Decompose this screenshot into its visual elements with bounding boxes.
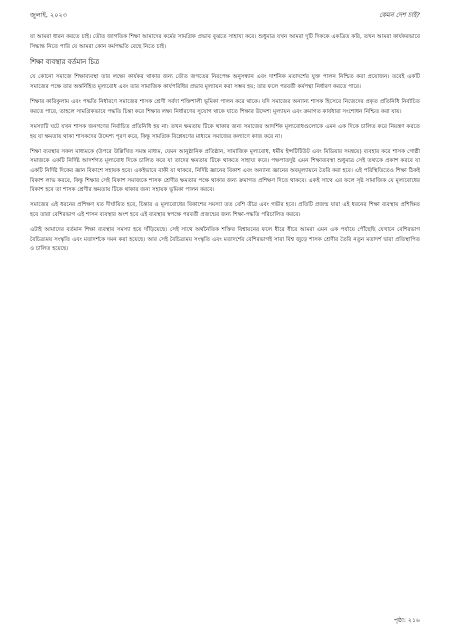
page-number: পৃষ্ঠা: ২১৬	[393, 617, 420, 624]
paragraph-5: শিক্ষা ব্যবস্থার সকল মাধ্যমকে (উপরে উল্লিখিত সমস্ত মাধ্যম, যেমন আনুষ্ঠানিক প্রতিষ্ঠান, সামাজিক মূল্যবোধ, ধর্মীয় ইন্সটিটিউট এবং মিডিয়ার সমন্বয়ে) ব্যবহার করে শাসক গোষ্ঠী সমাজকে একটি নির্দিষ্ট আদর্শগত মূল্যবোধ দিকে চালিত করে যা তাদের ক্ষমতায় টিকে থাকতে সাহায্য করে। পক্ষপাতদুষ্ট এমন শিক্ষাব্যবস্থা শুধুমাত্র সেই তথ্যকে প্রকাশ করবে যা একটি নির্দিষ্ট দিকের জ্ঞান বিকাশে সহায়ক হবে। একইভাবে বাকী যা থাকবে, নির্দিষ্ট জ্ঞানের বিকাশ এবং অন্যান্য জ্ঞানের অবমূল্যায়নে তৈরি করা হবে। এই পরিস্থিতিতেও শিক্ষা ঠিকই বিকাশ লাভ করবে, কিন্তু শিক্ষার সেই বিকাশ সমাজকে শাসক শ্রেণীর ক্ষমতার পক্ষে থাকার জন্য ক্রমাগত প্রশিক্ষণ দিতে থাকবে। একই সাথে এর ফলে সৃষ্ট সামাজিক যে মূল্যবোধের বিকাশ হবে তা শাসক শ্রেণীর ক্ষমতায় টিকে থাকার জন্য সহায়ক ভূমিকা পালন করবে।	[30, 148, 420, 194]
paragraph-7: এটাই আমাদের বর্তমান শিক্ষা ব্যবস্থার সমস্যা হয়ে দাঁড়িয়েছে। সেই সাথে অর্থনৈতিক শক্তির বিশ্বায়নের ফলে ধীরে ধীরে আমরা এমন এক পর্যায়ে পৌঁছেছি যেখানে বেশিরভাগ বৈচিত্র্যময় সংস্কৃতি এবং মতাদর্শকে দমন করা হয়েছে। আর সেই বৈচিত্র্যময় সংস্কৃতি এবং মতাদর্শের বেশিরভাগই সারা বিশ্ব জুড়ে শাসক শ্রেণীর তৈরি নতুন মতাদর্শ দ্বারা প্রতিস্থাপিত ও চালিত হয়েছে।	[30, 227, 420, 253]
paragraph-6: সমাজের এই ধরনের প্রশিক্ষণ যত দীর্ঘায়িত হবে, চিন্তার ও মূল্যবোধের বিকাশের সমস্যা তত বেশি তীব্র এবং গভীর হবে। প্রতিটি প্রজন্ম যারা এই ধরনের শিক্ষা ব্যবস্থায় প্রশিক্ষিত হবে তারা বেশিরভাগ এই শাসন ব্যবস্থার অংশ হবে এই ব্যবস্থার স্বপক্ষে পরবর্তী প্রজন্মের জন্য শিক্ষা-পদ্ধতি পরিচালিত করবে।	[30, 202, 420, 218]
header-date: জুলাই, ২০২৩	[30, 11, 67, 19]
section-heading: শিক্ষা ব্যবস্থার বর্তমান চিত্র	[30, 57, 99, 66]
paragraph-3: শিক্ষার কারিকুলাম এবং পদ্ধতি নির্ধারণে সমাজের শাসক শ্রেণী সর্বদা শক্তিশালী ভূমিকা পালন করে থাকে। যদি সমাজের অন্যান্য শাসক হিসেবে নিজেদের প্রকৃত প্রতিনিধি নির্বাচিত করতে পারে, তাহলে সামগ্রিকভাবে পদ্ধতি চিন্তা করে শিক্ষার লক্ষ্য নির্ধারণের সুযোগ থাকে যাতে শিক্ষার উদ্দেশ্য মূল্যায়ন এবং ক্রমাগত কার্যধারা সংশোধন নিশ্চিত করা যায়।	[30, 99, 420, 115]
paragraph-2: যে কোনো সমাজে শিক্ষাব্যবস্থা তার লক্ষ্যে কার্যকর থাকার জন্য তৌত জগতের নিরপেক্ষ অনুসন্ধান এবং দার্শনিক মতাদর্শের যুক্ত পালন নিশ্চিত করা প্রয়োজন। তবেই একটি সমাজের পক্ষে তার অন্তর্নিহিত মূল্যবোধ এবং তার সামাজিক কার্যপরিধির প্রভাব মূল্যায়ন করা সম্ভব হয়; তার ফলে পরবর্তী কর্মপন্থা নির্ধারণ করতে পারে।	[30, 74, 420, 90]
article-body	[30, 33, 420, 260]
page-header	[30, 6, 420, 20]
paragraph-4: সমস্যাটি ঘটে যখন শাসক জনগণের নির্বাচিত প্রতিনিধি হয় না। তখন ক্ষমতায় টিকে থাকার জন্য সমাজের আদর্শিক মূল্যবোধগুলোকে এমন এক দিকে চালিত করে নিয়ন্ত্রণ করতে হয় যা ক্ষমতায় থাকা শাসকদের উদ্দেশ্য পূরণ করে, কিন্তু সামগ্রিক বিশ্লেষণের মাধ্যমে সমাজের কল্যাণে কাজ করে না।	[30, 123, 420, 140]
header-journal-title: কেমন দেশ চাই?	[379, 11, 420, 19]
paragraph-1: যা আমরা ধারন করতে চাই। তৌত জাগতিক শিক্ষা আমাদের কর্মের সামগ্রিক প্রভাব বুঝতে সাহায্য করে। শুধুমাত্র যখন আমরা দুটি দিককে একত্রিত করি, তখন আমরা কার্যকরভাবে সিদ্ধান্ত নিতে পারি যে আমরা কোন কর্মপদ্ধতি বেছে নিতে চাই।	[30, 34, 420, 50]
